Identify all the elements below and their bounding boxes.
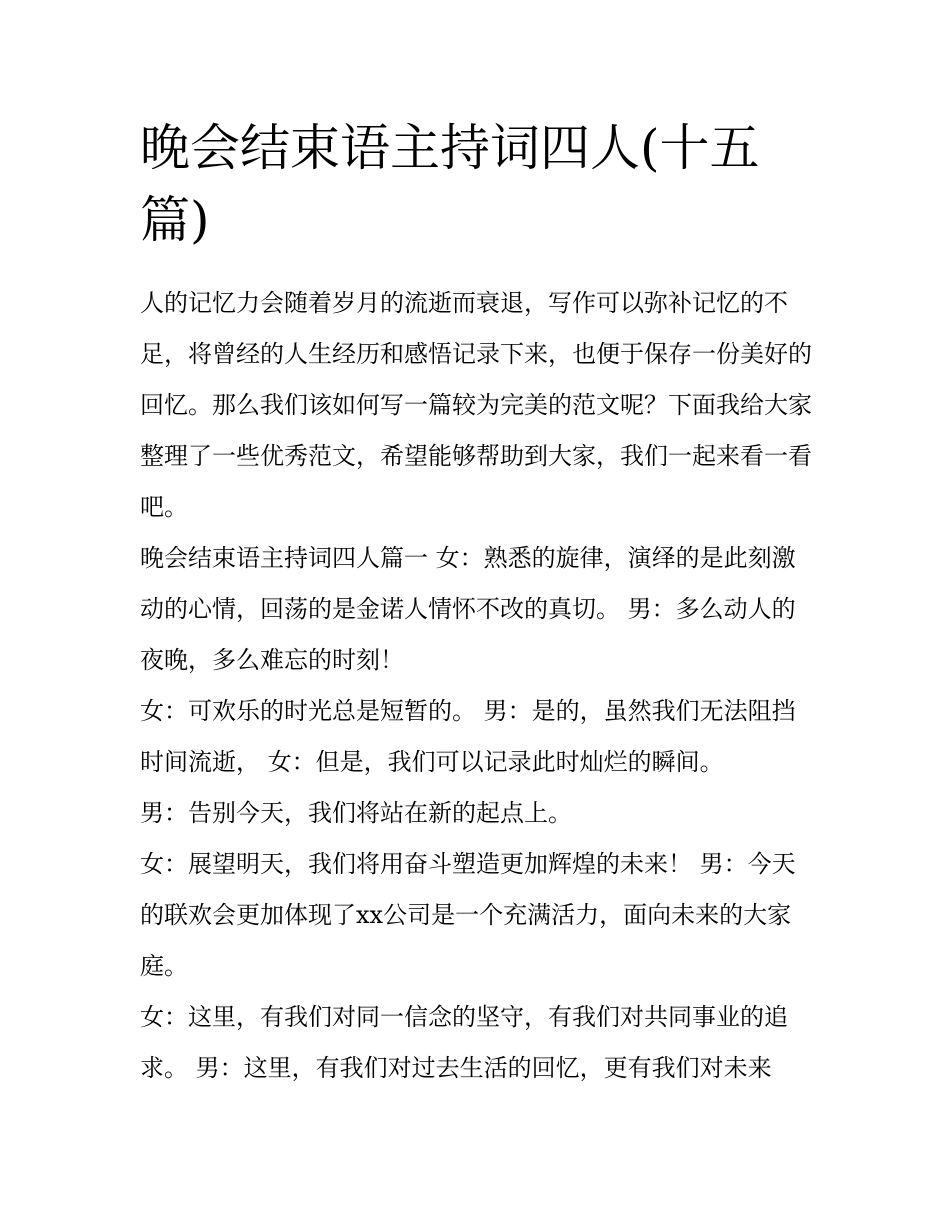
paragraph-dialogue-farewell: 男：告别今天，我们将站在新的起点上。 xyxy=(140,799,572,827)
document-title: 晚会结束语主持词四人(十五篇) xyxy=(140,119,760,249)
paragraph-dialogue-belief: 女：这里，有我们对同一信念的坚守，有我们对共同事业的追求。 男：这里，有我们对过去生活的回忆，更有我们对未来 xyxy=(140,1003,788,1082)
paragraph-dialogue-time: 女：可欢乐的时光总是短暂的。 男：是的，虽然我们无法阻挡时间流逝， 女：但是，我们可以记录此时灿烂的瞬间。 xyxy=(140,697,796,776)
document-body xyxy=(140,278,812,1094)
paragraph-dialogue-future: 女：展望明天，我们将用奋斗塑造更加辉煌的未来！ 男：今天的联欢会更加体现了xx公司是一个充满活力，面向未来的大家庭。 xyxy=(140,850,796,980)
paragraph-part-one-opening: 晚会结束语主持词四人篇一 女：熟悉的旋律，演绎的是此刻激动的心情，回荡的是金诺人情怀不改的真切。 男：多么动人的夜晚，多么难忘的时刻！ xyxy=(140,544,796,674)
paragraph-intro: 人的记忆力会随着岁月的流逝而衰退，写作可以弥补记忆的不足，将曾经的人生经历和感悟记录下来，也便于保存一份美好的回忆。那么我们该如何写一篇较为完美的范文呢？下面我给大家整理了一些优秀范文，希望能够帮助到大家，我们一起来看一看吧。 xyxy=(140,289,812,521)
